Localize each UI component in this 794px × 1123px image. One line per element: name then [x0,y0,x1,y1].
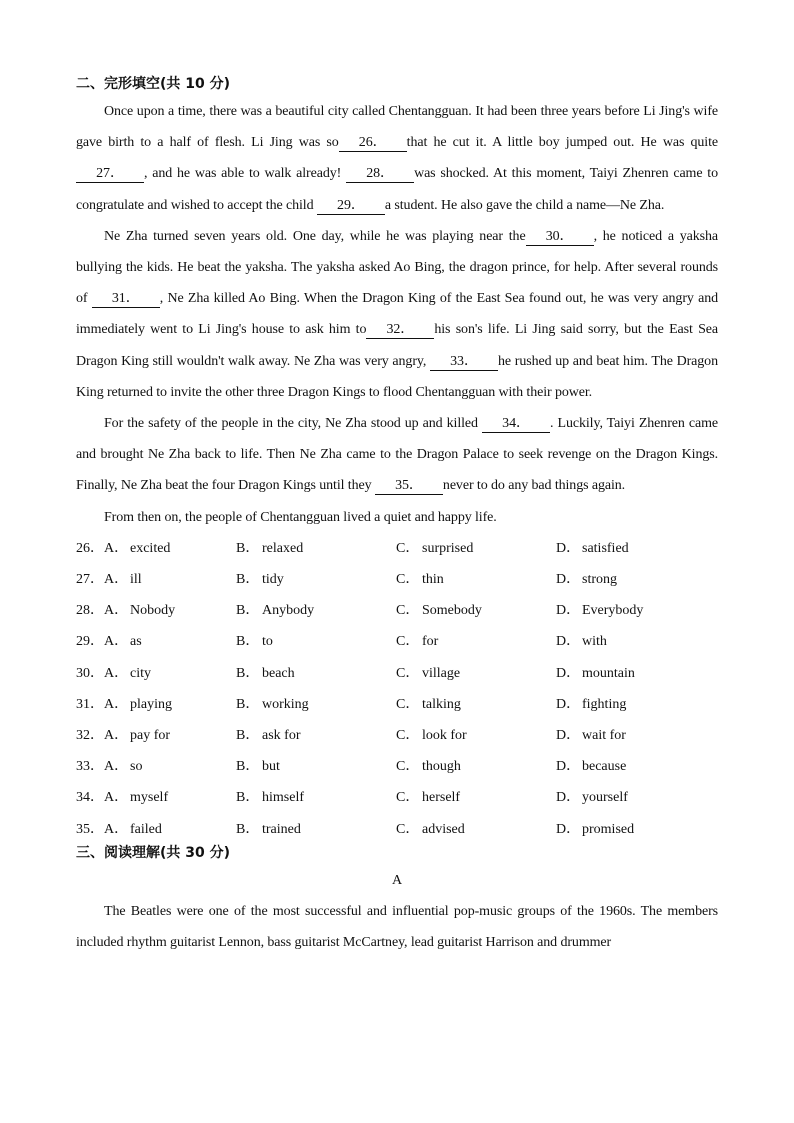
option-text: herself [422,790,461,806]
option-text: so [130,759,143,775]
option-letter: C． [396,603,420,619]
option-text: advised [422,821,465,837]
option-letter: D． [556,603,581,619]
option-b [236,689,396,720]
option-letter: B． [236,696,260,712]
blank-33: 33． [430,354,498,371]
paragraph-text: , Ne Zha killed Ao Bing. When the Dragon King of the East Sea found out, he was very angry and immediately went to Li Jing's house to ask him to [76,291,718,338]
option-letter: C． [396,759,420,775]
option-letter: D． [556,759,581,775]
option-letter: A． [104,821,129,837]
option-b [236,533,396,564]
option-text: ask for [262,727,301,743]
section-2-heading: 二、完形填空(共 10 分) [76,76,231,92]
question-number: 28． [76,603,104,619]
option-c [396,720,556,751]
question-row [76,658,718,689]
paragraph-text: , and he was able to walk already! [144,166,342,182]
option-letter: A． [104,572,129,588]
blank-27: 27． [76,166,144,183]
question-row [76,564,718,595]
option-text: wait for [582,727,626,743]
option-a [76,658,236,689]
blank-30: 30． [526,229,594,246]
paragraph-text: , he noticed a yaksha bullying the kids. He beat the yaksha. The yaksha asked Ao Bing, the dragon prince, for help. After several rounds of [76,228,718,307]
option-d [556,626,716,657]
option-text: yourself [582,790,628,806]
paragraph-text: . Luckily, Taiyi Zhenren came and brought Ne Zha back to life. Then Ne Zha came to the Dragon Palace to seek revenge on the Dragon Kings. Finally, Ne Zha beat the four Dragon Kings until they [76,416,718,494]
option-letter: D． [556,665,581,681]
paragraph-text: he rushed up and beat him. The Dragon King returned to invite the other three Dragon Kings to flood Chentangguan with their power. [76,353,718,400]
question-row [76,782,718,813]
option-letter: C． [396,790,420,806]
option-letter: C． [396,727,420,743]
section-3-heading: 三、阅读理解(共 30 分) [76,844,231,861]
blank-32: 32． [366,322,434,339]
option-d [556,720,716,751]
option-d [556,814,716,845]
paragraph-text: was shocked. At this moment, Taiyi Zhenren came to congratulate and wished to accept the child [76,166,718,213]
option-c [396,533,556,564]
option-d [556,782,716,813]
question-number: 33． [76,759,104,775]
blank-26: 26． [339,135,407,152]
option-letter: B． [236,790,260,806]
option-letter: D． [556,540,581,556]
option-a [76,689,236,720]
option-text: surprised [422,540,474,556]
option-letter: B． [236,727,260,743]
paragraph-text: his son's life. Li Jing said sorry, but the East Sea Dragon King still wouldn't walk away. Ne Zha was very angry, [76,322,718,369]
document-page [76,72,718,958]
question-number: 30． [76,665,104,681]
option-d [556,595,716,626]
passage-label: A [391,872,403,888]
option-a [76,751,236,782]
option-text: to [262,634,273,650]
paragraph-text: a student. He also gave the child a name—Ne Zha. [384,197,665,213]
option-letter: B． [236,634,260,650]
option-b [236,595,396,626]
option-c [396,626,556,657]
question-number: 31． [76,696,104,712]
question-number: 34． [76,790,104,806]
option-c [396,595,556,626]
option-letter: D． [556,790,581,806]
option-a [76,533,236,564]
paragraph-text: Ne Zha turned seven years old. One day, while he was playing near the [104,228,526,244]
option-b [236,658,396,689]
blank-34: 34． [482,416,550,433]
option-b [236,782,396,813]
option-letter: D． [556,634,581,650]
option-letter: D． [556,821,581,837]
option-d [556,533,716,564]
cloze-paragraph-2 [76,221,718,408]
option-text: playing [130,696,172,712]
question-number: 26． [76,540,104,556]
paragraph-text: that he cut it. A little boy jumped out. He was quite [406,135,718,151]
option-text: though [422,759,461,775]
option-text: Everybody [582,603,644,619]
question-row [76,533,718,564]
option-text: himself [262,790,304,806]
option-text: thin [422,572,444,588]
blank-31: 31． [92,291,160,308]
option-text: failed [130,821,162,837]
option-letter: B． [236,759,260,775]
question-row [76,751,718,782]
option-text: with [582,634,607,650]
option-letter: C． [396,821,420,837]
question-row [76,595,718,626]
option-text: working [262,696,309,712]
option-b [236,814,396,845]
option-text: because [582,759,627,775]
blank-35: 35． [375,478,443,495]
option-c [396,658,556,689]
option-c [396,782,556,813]
option-d [556,564,716,595]
option-letter: A． [104,603,129,619]
option-text: city [130,665,151,681]
option-letter: D． [556,696,581,712]
option-letter: A． [104,634,129,650]
option-text: but [262,759,280,775]
option-c [396,814,556,845]
option-text: fighting [582,696,627,712]
option-b [236,626,396,657]
option-b [236,564,396,595]
question-row [76,689,718,720]
cloze-paragraph-3 [76,408,718,502]
question-number: 29． [76,634,104,650]
blank-29: 29． [317,198,385,215]
option-letter: A． [104,759,129,775]
option-a [76,720,236,751]
option-text: look for [422,727,467,743]
option-letter: A． [104,727,129,743]
cloze-paragraph-4: From then on, the people of Chentangguan lived a quiet and happy life. [104,509,497,525]
option-b [236,751,396,782]
option-text: tidy [262,572,284,588]
option-text: excited [130,540,171,556]
option-b [236,720,396,751]
question-number: 35． [76,821,104,837]
option-text: Anybody [262,603,315,619]
option-letter: C． [396,540,420,556]
option-text: for [422,634,439,650]
option-letter: B． [236,572,260,588]
option-letter: B． [236,665,260,681]
option-text: myself [130,790,169,806]
option-letter: B． [236,821,260,837]
option-letter: D． [556,572,581,588]
option-text: ill [130,572,142,588]
question-row [76,720,718,751]
option-c [396,689,556,720]
option-d [556,689,716,720]
option-letter: A． [104,540,129,556]
option-letter: A． [104,696,129,712]
option-text: promised [582,821,635,837]
option-a [76,564,236,595]
option-text: Somebody [422,603,482,619]
question-number: 27． [76,572,104,588]
option-letter: A． [104,665,129,681]
option-text: as [130,634,142,650]
option-letter: C． [396,696,420,712]
option-c [396,751,556,782]
option-d [556,658,716,689]
option-d [556,751,716,782]
option-letter: C． [396,665,420,681]
option-text: talking [422,696,461,712]
option-text: village [422,665,461,681]
option-text: satisfied [582,540,629,556]
option-letter: A． [104,790,129,806]
option-text: pay for [130,727,171,743]
option-letter: C． [396,572,420,588]
paragraph-text: For the safety of the people in the city, Ne Zha stood up and killed [104,416,478,432]
question-number: 32． [76,727,104,743]
option-a [76,626,236,657]
option-letter: B． [236,603,260,619]
paragraph-text: never to do any bad things again. [442,478,626,494]
blank-28: 28． [346,166,414,183]
option-text: beach [262,665,295,681]
option-text: strong [582,572,617,588]
question-row [76,626,718,657]
option-letter: D． [556,727,581,743]
reading-paragraph-1: The Beatles were one of the most successful and influential pop-music groups of the 1960s. The members included rhythm guitarist Lennon, bass guitarist McCartney, lead guitarist Harrison and drummer [76,903,718,951]
option-text: relaxed [262,540,304,556]
answer-options [76,533,718,845]
option-text: mountain [582,665,635,681]
cloze-paragraph-1 [76,96,718,221]
option-a [76,782,236,813]
option-c [396,564,556,595]
option-a [76,595,236,626]
option-text: trained [262,821,301,837]
option-letter: B． [236,540,260,556]
option-letter: C． [396,634,420,650]
option-text: Nobody [130,603,176,619]
paragraph-text: Once upon a time, there was a beautiful city called Chentangguan. It had been three years before Li Jing's wife gave birth to a half of flesh. Li Jing was so [76,104,718,151]
